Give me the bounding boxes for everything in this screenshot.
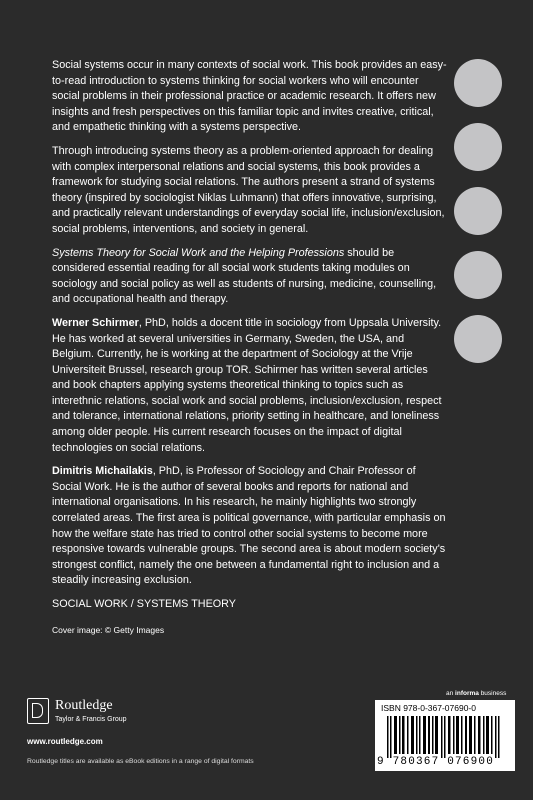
decorative-circle [454,315,502,363]
blurb-paragraph-1: Social systems occur in many contexts of social work. This book provides an easy-to-read introduction to systems thinking for social workers who will encounter social problems in their professional practice or academic research. It offers new insights and fresh perspectives on this familiar topic and invites creative, critical, and empathetic thinking with a systems perspective. [52,59,447,134]
author-2-bio [52,464,447,589]
decorative-circle [454,251,502,299]
informa-prefix: an [446,690,456,697]
barcode-digits: 9 780367 076900 [377,756,495,768]
publisher-group: Taylor & Francis Group [55,716,127,723]
informa-brand: informa [455,690,479,697]
blurb-paragraph-3 [52,246,447,308]
subject-category: SOCIAL WORK / SYSTEMS THEORY [52,598,236,610]
barcode-icon [387,716,505,758]
blurb-paragraph-3-rest: should be considered essential reading for all social work students taking modules on sociology and social policy as well as students of nursing, medicine, counselling, and occupational health and therapy. [52,246,437,306]
decorative-circle [454,187,502,235]
back-cover-text [52,58,447,638]
ebook-note: Routledge titles are available as eBook editions in a range of digital formats [27,758,254,765]
author-1-bio-text: , PhD, holds a docent title in sociology from Uppsala University. He has worked at several universities in Germany, Sweden, the USA, and Belgium. Currently, he is working at the department of Sociology at the Vrije Universiteit Brussel, research group TOR. Schirmer has written several articles and book chapters applying systems theoretical thinking to topics such as interethnic relations, social work and social problems, inclusion/exclusion, respect and tolerance, international relations, priority setting in healthcare, and loneliness among older people. His current research focuses on the impact of digital technologies on social relations. [52,316,442,454]
informa-tagline [446,690,506,697]
author-1-bio [52,316,447,456]
barcode-panel [375,700,515,771]
decorative-circles [454,59,504,379]
decorative-circle [454,59,502,107]
blurb-paragraph-2: Through introducing systems theory as a problem-oriented approach for dealing with complex interpersonal relations and social systems, this book provides a framework for studying social relations. The authors present a strand of systems theory (inspired by sociologist Niklas Luhmann) that offers innovative, surprising, and practically relevant understandings of everyday social life, inclusion/exclusion, social problems, interventions, and society in general. [52,144,445,235]
informa-suffix: business [478,690,507,697]
decorative-circle [454,123,502,171]
isbn-text: ISBN 978-0-367-07690-0 [381,703,476,713]
author-2-name: Dimitris Michailakis [52,465,153,478]
book-title: Systems Theory for Social Work and the Helping Professions [52,246,345,259]
publisher-name: Routledge [55,698,113,713]
cover-image-credit: Cover image: © Getty Images [52,624,165,635]
author-1-name: Werner Schirmer [52,316,139,329]
publisher-website: www.routledge.com [27,737,103,746]
routledge-logo-icon [27,698,49,724]
author-2-bio-text: , PhD, is Professor of Sociology and Chair Professor of Social Work. He is the author of several books and reports for national and international organisations. In his research, he mainly highlights two strongly correlated areas. The first area is political governance, with particular emphasis on how the welfare state has tried to control other social systems to become more responsive towards vulnerable groups. The second area is about modern society's strongest conflict, namely the one between a fundamental right to inclusion and a steadily increasing exclusion. [52,465,446,587]
